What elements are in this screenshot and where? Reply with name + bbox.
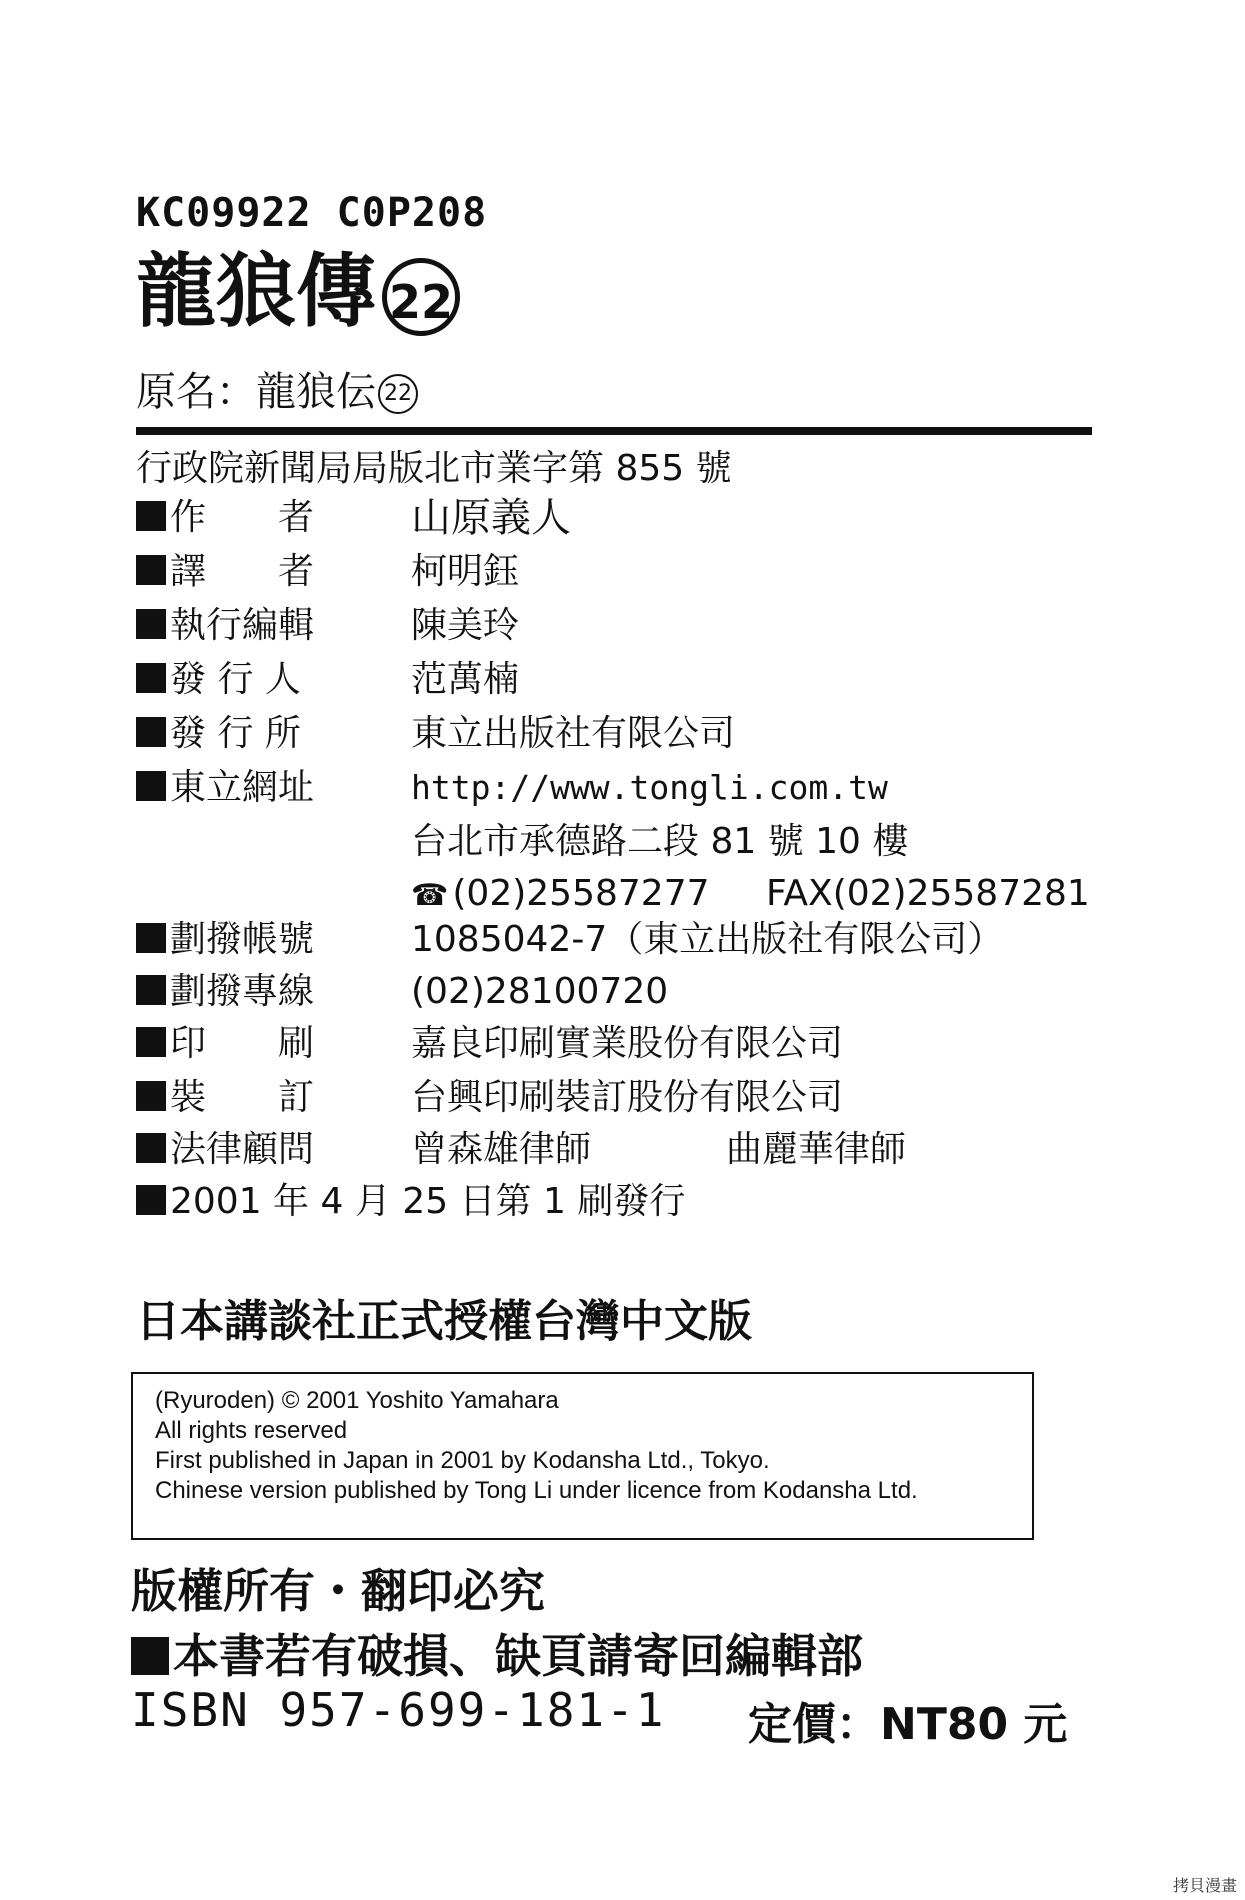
bullet-square-icon xyxy=(136,771,166,801)
credit-label: 作 者 xyxy=(170,497,315,538)
watermark-text: 拷貝漫畫 xyxy=(1172,1876,1237,1895)
divider-rule xyxy=(136,427,1092,435)
credit-row-transfer-account xyxy=(136,914,1004,966)
authorization-statement: 日本講談社正式授權台灣中文版 xyxy=(136,1296,752,1347)
credit-value: 陳美玲 xyxy=(411,605,520,646)
credit-row-legal xyxy=(136,1124,907,1176)
bullet-square-icon xyxy=(131,1637,169,1675)
return-notice-text: 本書若有破損、缺頁請寄回編輯部 xyxy=(173,1629,863,1683)
credit-row-publishing-house xyxy=(136,708,736,760)
credit-label: 劃撥帳號 xyxy=(170,919,315,960)
bullet-square-icon xyxy=(136,1133,166,1163)
credit-row-author xyxy=(136,492,571,544)
credit-label: 發 行 所 xyxy=(170,713,301,754)
bullet-square-icon xyxy=(136,1185,166,1215)
credit-value: 嘉良印刷實業股份有限公司 xyxy=(411,1023,844,1064)
copyright-line: (Ryuroden) © 2001 Yoshito Yamahara xyxy=(155,1387,559,1414)
bullet-square-icon xyxy=(136,501,166,531)
bullet-square-icon xyxy=(136,663,166,693)
website-url: http://www.tongli.com.tw xyxy=(411,768,888,807)
return-notice xyxy=(131,1620,863,1686)
credit-row-editor xyxy=(136,600,520,652)
volume-badge: 22 xyxy=(382,258,460,336)
credit-row-printing xyxy=(136,1018,844,1070)
license-number: 行政院新聞局局版北市業字第 855 號 xyxy=(136,448,732,489)
copyright-line: First published in Japan in 2001 by Kodansha Ltd., Tokyo. xyxy=(155,1447,770,1474)
copyright-line: All rights reserved xyxy=(155,1417,348,1444)
credit-label: 東立網址 xyxy=(170,767,315,808)
credit-value: 柯明鈺 xyxy=(411,551,520,592)
copyright-box xyxy=(131,1372,1034,1540)
book-title xyxy=(136,245,460,338)
credit-row-transfer-line xyxy=(136,966,669,1018)
credit-row-website xyxy=(136,762,888,814)
credit-row-publisher xyxy=(136,654,520,706)
isbn: ISBN 957-699-181-1 xyxy=(131,1683,666,1737)
credit-value: 1085042-7（東立出版社有限公司） xyxy=(411,919,1004,960)
credit-value: 曾森雄律師 xyxy=(411,1129,592,1170)
credit-label: 執行編輯 xyxy=(170,605,315,646)
bullet-square-icon xyxy=(136,1081,166,1111)
publication-date-row xyxy=(136,1176,685,1228)
address-text: 台北市承德路二段 81 號 10 樓 xyxy=(411,821,909,862)
title-text: 龍狼傳 xyxy=(136,245,376,338)
fax-number: FAX(02)25587281 xyxy=(766,873,1090,914)
credit-value: 台興印刷裝訂股份有限公司 xyxy=(411,1077,844,1118)
credit-value-secondary: 曲麗華律師 xyxy=(726,1129,907,1170)
original-name-text: 原名：龍狼伝 xyxy=(136,369,376,415)
copyright-line: Chinese version published by Tong Li under licence from Kodansha Ltd. xyxy=(155,1477,918,1504)
catalog-code: KC09922 C0P208 xyxy=(136,190,488,236)
credit-label: 法律顧問 xyxy=(170,1129,315,1170)
original-name xyxy=(136,360,418,417)
phone-number: (02)25587277 xyxy=(452,873,710,914)
credit-label: 印 刷 xyxy=(170,1023,315,1064)
bullet-square-icon xyxy=(136,609,166,639)
bullet-square-icon xyxy=(136,717,166,747)
credit-value: 東立出版社有限公司 xyxy=(411,713,736,754)
credit-label: 發 行 人 xyxy=(170,659,301,700)
credit-label: 裝 訂 xyxy=(170,1077,315,1118)
credit-row-translator xyxy=(136,546,520,598)
credit-value: 范萬楠 xyxy=(411,659,520,700)
publication-date: 2001 年 4 月 25 日第 1 刷發行 xyxy=(170,1181,686,1222)
bullet-square-icon xyxy=(136,555,166,585)
telephone-icon: ☎ xyxy=(411,878,449,913)
credit-value: 山原義人 xyxy=(411,495,571,541)
bullet-square-icon xyxy=(136,1027,166,1057)
price: 定價：NT80 元 xyxy=(748,1699,1068,1750)
credit-row-binding xyxy=(136,1072,844,1124)
bullet-square-icon xyxy=(136,923,166,953)
credit-label: 譯 者 xyxy=(170,551,315,592)
bullet-square-icon xyxy=(136,975,166,1005)
credit-label: 劃撥專線 xyxy=(170,971,315,1012)
rights-notice: 版權所有・翻印必究 xyxy=(131,1564,545,1618)
original-volume-badge: 22 xyxy=(378,374,418,414)
credit-value: (02)28100720 xyxy=(411,971,669,1012)
